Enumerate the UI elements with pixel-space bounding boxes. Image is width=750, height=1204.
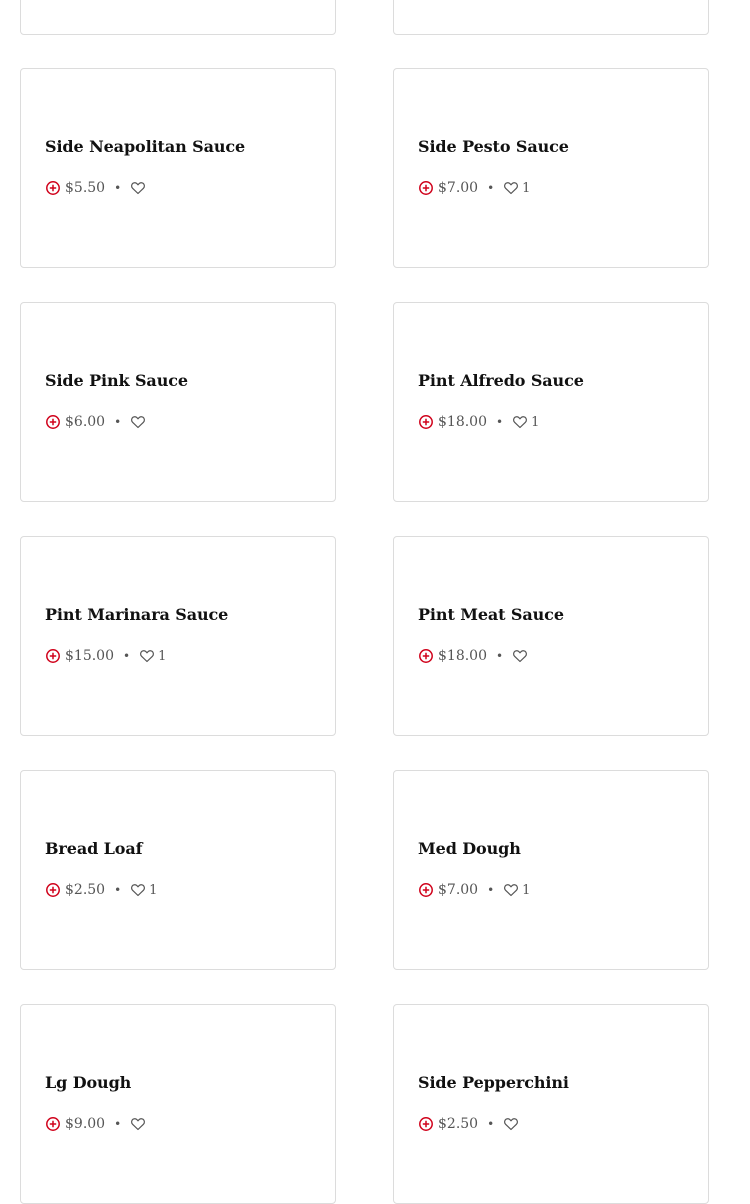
menu-item-card[interactable] [20, 770, 336, 970]
item-name: Side Pink Sauce [45, 371, 188, 390]
add-icon[interactable] [418, 414, 434, 430]
item-name: Pint Meat Sauce [418, 605, 564, 624]
heart-icon[interactable] [130, 180, 146, 196]
heart-icon[interactable] [503, 882, 519, 898]
add-icon[interactable] [418, 180, 434, 196]
item-meta [418, 413, 539, 431]
item-price: $9.00 [65, 1116, 106, 1132]
add-icon[interactable] [418, 882, 434, 898]
like-count: 1 [149, 882, 158, 898]
add-icon[interactable] [45, 180, 61, 196]
like-count: 1 [158, 648, 167, 664]
menu-item-card[interactable] [20, 302, 336, 502]
menu-item-card[interactable] [393, 536, 709, 736]
menu-item-card[interactable] [393, 302, 709, 502]
heart-icon[interactable] [130, 1116, 146, 1132]
item-price: $18.00 [438, 414, 487, 430]
separator-dot: • [487, 181, 495, 195]
menu-item-card[interactable] [20, 536, 336, 736]
heart-icon[interactable] [512, 414, 528, 430]
item-meta [45, 413, 149, 431]
item-meta [45, 179, 149, 197]
like-count: 1 [531, 414, 540, 430]
add-icon[interactable] [45, 1116, 61, 1132]
heart-icon[interactable] [130, 414, 146, 430]
item-name: Side Neapolitan Sauce [45, 137, 246, 156]
separator-dot: • [114, 181, 122, 195]
item-price: $7.00 [438, 882, 479, 898]
heart-icon[interactable] [130, 882, 146, 898]
item-price: $15.00 [65, 648, 114, 664]
add-icon[interactable] [45, 882, 61, 898]
separator-dot: • [487, 1117, 495, 1131]
item-price: $5.50 [65, 180, 106, 196]
separator-dot: • [114, 415, 122, 429]
separator-dot: • [123, 649, 131, 663]
add-icon[interactable] [418, 1116, 434, 1132]
like-count: 1 [522, 180, 531, 196]
item-meta [418, 179, 530, 197]
item-meta [45, 1115, 149, 1133]
like-count: 1 [522, 882, 531, 898]
item-name: Lg Dough [45, 1073, 132, 1092]
add-icon[interactable] [45, 414, 61, 430]
separator-dot: • [496, 415, 504, 429]
item-meta [418, 881, 530, 899]
item-name: Side Pesto Sauce [418, 137, 569, 156]
heart-icon[interactable] [503, 180, 519, 196]
menu-item-card[interactable] [20, 1004, 336, 1204]
menu-item-card[interactable] [393, 770, 709, 970]
add-icon[interactable] [45, 648, 61, 664]
menu-item-card[interactable] [393, 0, 709, 35]
item-meta [418, 1115, 522, 1133]
heart-icon[interactable] [512, 648, 528, 664]
item-name: Side Pepperchini [418, 1073, 569, 1092]
separator-dot: • [114, 1117, 122, 1131]
item-name: Bread Loaf [45, 839, 143, 858]
menu-item-card[interactable] [20, 0, 336, 35]
item-price: $2.50 [65, 882, 106, 898]
separator-dot: • [487, 883, 495, 897]
item-meta [45, 881, 157, 899]
separator-dot: • [496, 649, 504, 663]
heart-icon[interactable] [139, 648, 155, 664]
separator-dot: • [114, 883, 122, 897]
item-name: Pint Marinara Sauce [45, 605, 229, 624]
item-price: $7.00 [438, 180, 479, 196]
menu-item-card[interactable] [393, 68, 709, 268]
item-price: $2.50 [438, 1116, 479, 1132]
item-meta [45, 647, 166, 665]
item-price: $6.00 [65, 414, 106, 430]
item-meta [418, 647, 531, 665]
menu-item-card[interactable] [393, 1004, 709, 1204]
add-icon[interactable] [418, 648, 434, 664]
item-price: $18.00 [438, 648, 487, 664]
heart-icon[interactable] [503, 1116, 519, 1132]
menu-item-card[interactable] [20, 68, 336, 268]
item-name: Med Dough [418, 839, 521, 858]
item-name: Pint Alfredo Sauce [418, 371, 584, 390]
